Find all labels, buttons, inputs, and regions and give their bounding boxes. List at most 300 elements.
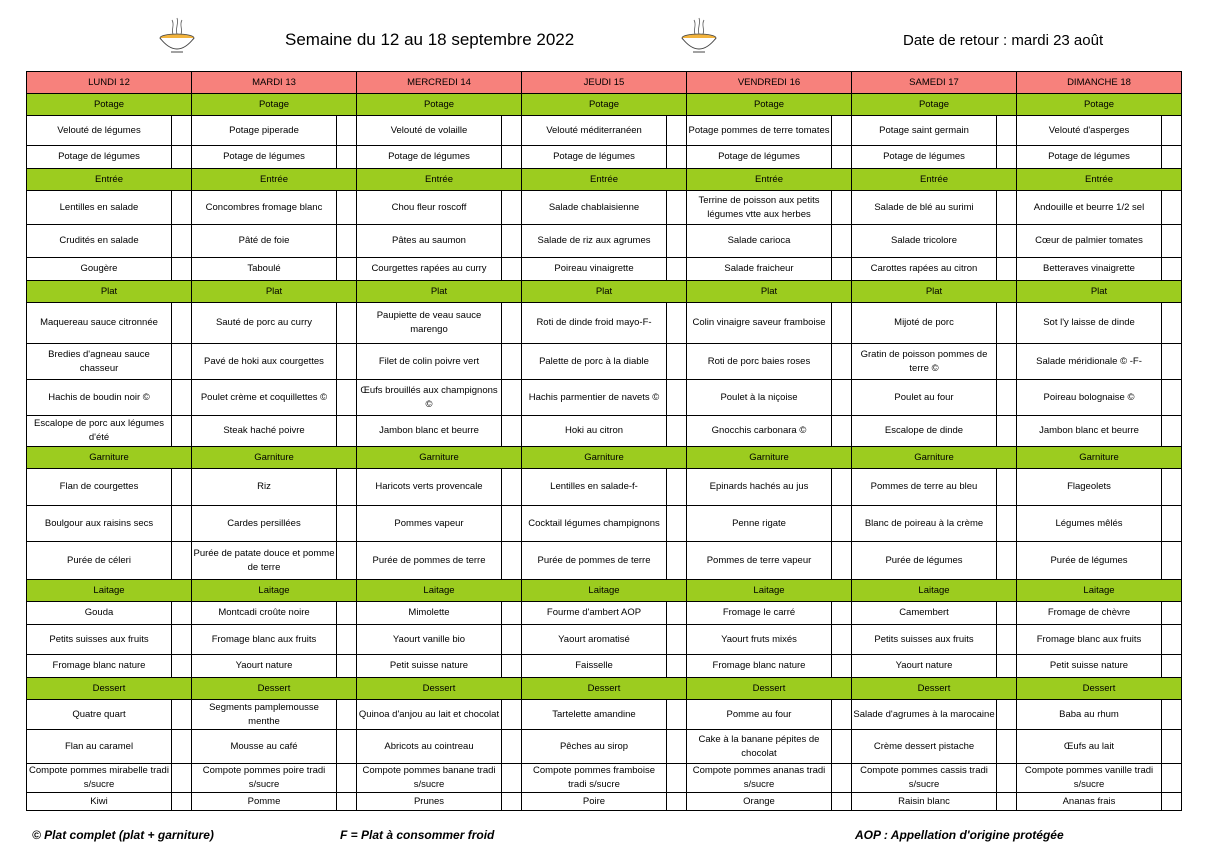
menu-item: Palette de porc à la diable: [522, 344, 667, 380]
menu-item: Flageolets: [1017, 469, 1162, 506]
menu-item: Jambon blanc et beurre: [1017, 416, 1162, 447]
checkbox-cell[interactable]: [832, 506, 852, 542]
menu-item: Carottes rapées au citron: [852, 258, 997, 281]
checkbox-cell[interactable]: [667, 380, 687, 416]
checkbox-cell[interactable]: [832, 225, 852, 258]
checkbox-cell[interactable]: [337, 469, 357, 506]
menu-table: [26, 71, 1182, 811]
menu-item: Chou fleur roscoff: [357, 191, 502, 225]
day-header: DIMANCHE 18: [1017, 72, 1182, 94]
checkbox-cell[interactable]: [997, 655, 1017, 678]
menu-item: Lentilles en salade: [27, 191, 172, 225]
menu-item: Terrine de poisson aux petits légumes vtte aux herbes: [687, 191, 832, 225]
checkbox-cell[interactable]: [997, 258, 1017, 281]
menu-item: Mijoté de porc: [852, 303, 997, 344]
checkbox-cell[interactable]: [502, 625, 522, 655]
section-header: Potage: [192, 94, 357, 116]
menu-item: Faisselle: [522, 655, 667, 678]
checkbox-cell[interactable]: [832, 146, 852, 169]
menu-item: Purée de patate douce et pomme de terre: [192, 542, 337, 580]
checkbox-cell[interactable]: [1162, 225, 1182, 258]
menu-item: Purée de pommes de terre: [357, 542, 502, 580]
checkbox-cell[interactable]: [172, 380, 192, 416]
menu-item: Petit suisse nature: [1017, 655, 1162, 678]
section-header: Dessert: [1017, 678, 1182, 700]
menu-item: Compote pommes ananas tradi s/sucre: [687, 764, 832, 793]
menu-item: Fromage blanc aux fruits: [192, 625, 337, 655]
menu-item: Flan de courgettes: [27, 469, 172, 506]
checkbox-cell[interactable]: [1162, 764, 1182, 793]
checkbox-cell[interactable]: [337, 416, 357, 447]
menu-item: Compote pommes vanille tradi s/sucre: [1017, 764, 1162, 793]
checkbox-cell[interactable]: [1162, 469, 1182, 506]
checkbox-cell[interactable]: [667, 602, 687, 625]
checkbox-cell[interactable]: [1162, 700, 1182, 730]
checkbox-cell[interactable]: [667, 191, 687, 225]
checkbox-cell[interactable]: [502, 764, 522, 793]
menu-item: Quinoa d'anjou au lait et chocolat: [357, 700, 502, 730]
checkbox-cell[interactable]: [667, 344, 687, 380]
section-header: Potage: [852, 94, 1017, 116]
checkbox-cell[interactable]: [502, 416, 522, 447]
checkbox-cell[interactable]: [667, 700, 687, 730]
menu-item: Potage saint germain: [852, 116, 997, 146]
checkbox-cell[interactable]: [1162, 380, 1182, 416]
menu-item: Mimolette: [357, 602, 502, 625]
checkbox-cell[interactable]: [667, 625, 687, 655]
checkbox-cell[interactable]: [832, 380, 852, 416]
menu-item: Compote pommes cassis tradi s/sucre: [852, 764, 997, 793]
menu-item: Pâté de foie: [192, 225, 337, 258]
menu-item: Petit suisse nature: [357, 655, 502, 678]
checkbox-cell[interactable]: [997, 146, 1017, 169]
section-header: Garniture: [27, 447, 192, 469]
legend-cold-dish: F = Plat à consommer froid: [340, 828, 495, 842]
menu-item: Fromage blanc nature: [27, 655, 172, 678]
menu-item: Roti de porc baies roses: [687, 344, 832, 380]
menu-item: Pêches au sirop: [522, 730, 667, 764]
menu-item: Poulet au four: [852, 380, 997, 416]
menu-item: Fromage blanc nature: [687, 655, 832, 678]
legend-complete-dish: © Plat complet (plat + garniture): [32, 828, 214, 842]
checkbox-cell[interactable]: [667, 416, 687, 447]
menu-item: Paupiette de veau sauce marengo: [357, 303, 502, 344]
section-header: Entrée: [357, 169, 522, 191]
section-header: Laitage: [687, 580, 852, 602]
checkbox-cell[interactable]: [337, 258, 357, 281]
checkbox-cell[interactable]: [337, 344, 357, 380]
menu-item: Camembert: [852, 602, 997, 625]
menu-item: Salade de blé au surimi: [852, 191, 997, 225]
menu-item: Cocktail légumes champignons: [522, 506, 667, 542]
checkbox-cell[interactable]: [502, 506, 522, 542]
menu-item: Taboulé: [192, 258, 337, 281]
checkbox-cell[interactable]: [337, 700, 357, 730]
section-header: Dessert: [27, 678, 192, 700]
section-header: Entrée: [192, 169, 357, 191]
section-header: Laitage: [357, 580, 522, 602]
checkbox-cell[interactable]: [1162, 303, 1182, 344]
menu-item: Courgettes rapées au curry: [357, 258, 502, 281]
menu-item: Potage pommes de terre tomates: [687, 116, 832, 146]
menu-item: Gougère: [27, 258, 172, 281]
menu-item: Flan au caramel: [27, 730, 172, 764]
menu-item: Bredies d'agneau sauce chasseur: [27, 344, 172, 380]
menu-item: Yaourt nature: [192, 655, 337, 678]
menu-item: Poire: [522, 793, 667, 811]
section-header: Potage: [27, 94, 192, 116]
checkbox-cell[interactable]: [832, 303, 852, 344]
menu-item: Crème dessert pistache: [852, 730, 997, 764]
checkbox-cell[interactable]: [172, 700, 192, 730]
section-header: Plat: [27, 281, 192, 303]
menu-item: Yaourt vanille bio: [357, 625, 502, 655]
menu-item: Petits suisses aux fruits: [852, 625, 997, 655]
section-header: Entrée: [27, 169, 192, 191]
menu-item: Velouté de volaille: [357, 116, 502, 146]
menu-item: Penne rigate: [687, 506, 832, 542]
menu-item: Cardes persillées: [192, 506, 337, 542]
section-header: Entrée: [522, 169, 687, 191]
checkbox-cell[interactable]: [337, 380, 357, 416]
checkbox-cell[interactable]: [1162, 655, 1182, 678]
section-header: Laitage: [192, 580, 357, 602]
section-header: Dessert: [522, 678, 687, 700]
menu-item: Filet de colin poivre vert: [357, 344, 502, 380]
checkbox-cell[interactable]: [832, 793, 852, 811]
checkbox-cell[interactable]: [337, 602, 357, 625]
checkbox-cell[interactable]: [172, 344, 192, 380]
checkbox-cell[interactable]: [337, 625, 357, 655]
section-header: Laitage: [522, 580, 687, 602]
menu-item: Potage de légumes: [522, 146, 667, 169]
menu-item: Sot l'y laisse de dinde: [1017, 303, 1162, 344]
checkbox-cell[interactable]: [337, 542, 357, 580]
checkbox-cell[interactable]: [997, 793, 1017, 811]
menu-item: Purée de céleri: [27, 542, 172, 580]
checkbox-cell[interactable]: [502, 303, 522, 344]
menu-item: Velouté d'asperges: [1017, 116, 1162, 146]
checkbox-cell[interactable]: [667, 506, 687, 542]
menu-item: Œufs au lait: [1017, 730, 1162, 764]
menu-item: Poireau vinaigrette: [522, 258, 667, 281]
menu-item: Purée de pommes de terre: [522, 542, 667, 580]
checkbox-cell[interactable]: [502, 542, 522, 580]
checkbox-cell[interactable]: [997, 506, 1017, 542]
menu-item: Yaourt aromatisé: [522, 625, 667, 655]
checkbox-cell[interactable]: [667, 793, 687, 811]
day-header: SAMEDI 17: [852, 72, 1017, 94]
menu-item: Potage piperade: [192, 116, 337, 146]
checkbox-cell[interactable]: [337, 655, 357, 678]
checkbox-cell[interactable]: [172, 602, 192, 625]
checkbox-cell[interactable]: [502, 225, 522, 258]
menu-item: Poulet crème et coquillettes ©: [192, 380, 337, 416]
menu-item: Fromage de chèvre: [1017, 602, 1162, 625]
menu-item: Salade carioca: [687, 225, 832, 258]
checkbox-cell[interactable]: [1162, 730, 1182, 764]
menu-item: Fromage blanc aux fruits: [1017, 625, 1162, 655]
menu-item: Compote pommes mirabelle tradi s/sucre: [27, 764, 172, 793]
checkbox-cell[interactable]: [997, 730, 1017, 764]
menu-item: Salade méridionale © -F-: [1017, 344, 1162, 380]
checkbox-cell[interactable]: [172, 764, 192, 793]
menu-item: Crudités en salade: [27, 225, 172, 258]
checkbox-cell[interactable]: [832, 258, 852, 281]
checkbox-cell[interactable]: [997, 225, 1017, 258]
menu-item: Salade de riz aux agrumes: [522, 225, 667, 258]
menu-item: Epinards hachés au jus: [687, 469, 832, 506]
checkbox-cell[interactable]: [832, 469, 852, 506]
section-header: Potage: [1017, 94, 1182, 116]
menu-item: Escalope de dinde: [852, 416, 997, 447]
menu-item: Hachis de boudin noir ©: [27, 380, 172, 416]
checkbox-cell[interactable]: [502, 116, 522, 146]
checkbox-cell[interactable]: [172, 793, 192, 811]
checkbox-cell[interactable]: [172, 655, 192, 678]
menu-item: Potage de légumes: [687, 146, 832, 169]
menu-item: Salade chablaisienne: [522, 191, 667, 225]
menu-item: Compote pommes banane tradi s/sucre: [357, 764, 502, 793]
section-header: Plat: [852, 281, 1017, 303]
checkbox-cell[interactable]: [667, 303, 687, 344]
menu-item: Escalope de porc aux légumes d'été: [27, 416, 172, 447]
checkbox-cell[interactable]: [502, 380, 522, 416]
section-header: Laitage: [852, 580, 1017, 602]
menu-item: Sauté de porc au curry: [192, 303, 337, 344]
checkbox-cell[interactable]: [667, 146, 687, 169]
checkbox-cell[interactable]: [337, 506, 357, 542]
checkbox-cell[interactable]: [502, 700, 522, 730]
section-header: Potage: [687, 94, 852, 116]
menu-item: Prunes: [357, 793, 502, 811]
checkbox-cell[interactable]: [502, 191, 522, 225]
checkbox-cell[interactable]: [502, 730, 522, 764]
menu-item: Velouté méditerranéen: [522, 116, 667, 146]
menu-item: Steak haché poivre: [192, 416, 337, 447]
checkbox-cell[interactable]: [502, 602, 522, 625]
checkbox-cell[interactable]: [997, 191, 1017, 225]
section-header: Plat: [192, 281, 357, 303]
section-header: Plat: [1017, 281, 1182, 303]
checkbox-cell[interactable]: [1162, 146, 1182, 169]
menu-item: Concombres fromage blanc: [192, 191, 337, 225]
checkbox-cell[interactable]: [997, 542, 1017, 580]
checkbox-cell[interactable]: [337, 191, 357, 225]
menu-item: Raisin blanc: [852, 793, 997, 811]
checkbox-cell[interactable]: [832, 730, 852, 764]
checkbox-cell[interactable]: [172, 258, 192, 281]
menu-item: Pavé de hoki aux courgettes: [192, 344, 337, 380]
menu-item: Baba au rhum: [1017, 700, 1162, 730]
menu-item: Fromage le carré: [687, 602, 832, 625]
checkbox-cell[interactable]: [832, 542, 852, 580]
checkbox-cell[interactable]: [667, 258, 687, 281]
checkbox-cell[interactable]: [1162, 542, 1182, 580]
menu-item: Pommes de terre au bleu: [852, 469, 997, 506]
menu-item: Pommes de terre vapeur: [687, 542, 832, 580]
section-header: Garniture: [852, 447, 1017, 469]
menu-item: Potage de légumes: [357, 146, 502, 169]
checkbox-cell[interactable]: [832, 191, 852, 225]
menu-item: Orange: [687, 793, 832, 811]
checkbox-cell[interactable]: [832, 764, 852, 793]
menu-item: Gratin de poisson pommes de terre ©: [852, 344, 997, 380]
menu-item: Hachis parmentier de navets ©: [522, 380, 667, 416]
checkbox-cell[interactable]: [667, 116, 687, 146]
checkbox-cell[interactable]: [832, 700, 852, 730]
checkbox-cell[interactable]: [337, 793, 357, 811]
checkbox-cell[interactable]: [832, 116, 852, 146]
checkbox-cell[interactable]: [832, 344, 852, 380]
checkbox-cell[interactable]: [502, 344, 522, 380]
checkbox-cell[interactable]: [502, 793, 522, 811]
menu-item: Purée de légumes: [852, 542, 997, 580]
checkbox-cell[interactable]: [172, 542, 192, 580]
checkbox-cell[interactable]: [832, 602, 852, 625]
menu-item: Tartelette amandine: [522, 700, 667, 730]
checkbox-cell[interactable]: [1162, 344, 1182, 380]
section-header: Garniture: [357, 447, 522, 469]
day-header: VENDREDI 16: [687, 72, 852, 94]
section-header: Dessert: [852, 678, 1017, 700]
checkbox-cell[interactable]: [1162, 191, 1182, 225]
checkbox-cell[interactable]: [172, 116, 192, 146]
checkbox-cell[interactable]: [667, 655, 687, 678]
checkbox-cell[interactable]: [337, 146, 357, 169]
checkbox-cell[interactable]: [997, 344, 1017, 380]
legend-aop: AOP : Appellation d'origine protégée: [855, 828, 1064, 842]
menu-item: Ananas frais: [1017, 793, 1162, 811]
menu-item: Cake à la banane pépites de chocolat: [687, 730, 832, 764]
checkbox-cell[interactable]: [337, 303, 357, 344]
checkbox-cell[interactable]: [172, 416, 192, 447]
menu-item: Cœur de palmier tomates: [1017, 225, 1162, 258]
section-header: Laitage: [27, 580, 192, 602]
menu-item: Jambon blanc et beurre: [357, 416, 502, 447]
checkbox-cell[interactable]: [172, 191, 192, 225]
checkbox-cell[interactable]: [337, 225, 357, 258]
checkbox-cell[interactable]: [337, 764, 357, 793]
section-header: Potage: [357, 94, 522, 116]
checkbox-cell[interactable]: [997, 602, 1017, 625]
checkbox-cell[interactable]: [997, 764, 1017, 793]
checkbox-cell[interactable]: [172, 146, 192, 169]
menu-item: Segments pamplemousse menthe: [192, 700, 337, 730]
checkbox-cell[interactable]: [832, 416, 852, 447]
checkbox-cell[interactable]: [172, 225, 192, 258]
menu-item: Riz: [192, 469, 337, 506]
checkbox-cell[interactable]: [1162, 793, 1182, 811]
checkbox-cell[interactable]: [1162, 416, 1182, 447]
menu-item: Pâtes au saumon: [357, 225, 502, 258]
day-header: MERCREDI 14: [357, 72, 522, 94]
checkbox-cell[interactable]: [502, 146, 522, 169]
menu-item: Hoki au citron: [522, 416, 667, 447]
menu-item: Compote pommes framboise tradi s/sucre: [522, 764, 667, 793]
checkbox-cell[interactable]: [1162, 116, 1182, 146]
checkbox-cell[interactable]: [337, 116, 357, 146]
menu-item: Blanc de poireau à la crème: [852, 506, 997, 542]
checkbox-cell[interactable]: [997, 116, 1017, 146]
checkbox-cell[interactable]: [667, 764, 687, 793]
checkbox-cell[interactable]: [997, 700, 1017, 730]
checkbox-cell[interactable]: [667, 469, 687, 506]
checkbox-cell[interactable]: [1162, 506, 1182, 542]
checkbox-cell[interactable]: [172, 469, 192, 506]
checkbox-cell[interactable]: [997, 416, 1017, 447]
menu-item: Salade d'agrumes à la marocaine: [852, 700, 997, 730]
checkbox-cell[interactable]: [502, 258, 522, 281]
menu-item: Potage de légumes: [1017, 146, 1162, 169]
menu-item: Kiwi: [27, 793, 172, 811]
checkbox-cell[interactable]: [502, 655, 522, 678]
checkbox-cell[interactable]: [997, 625, 1017, 655]
section-header: Potage: [522, 94, 687, 116]
checkbox-cell[interactable]: [172, 730, 192, 764]
section-header: Entrée: [852, 169, 1017, 191]
soup-bowl-icon: [678, 12, 720, 58]
day-header: MARDI 13: [192, 72, 357, 94]
menu-item: Compote pommes poire tradi s/sucre: [192, 764, 337, 793]
return-date: Date de retour : mardi 23 août: [903, 32, 1104, 49]
checkbox-cell[interactable]: [172, 303, 192, 344]
checkbox-cell[interactable]: [997, 380, 1017, 416]
menu-item: Colin vinaigre saveur framboise: [687, 303, 832, 344]
section-header: Garniture: [522, 447, 687, 469]
menu-item: Mousse au café: [192, 730, 337, 764]
menu-item: Andouille et beurre 1/2 sel: [1017, 191, 1162, 225]
section-header: Plat: [357, 281, 522, 303]
soup-bowl-icon: [156, 12, 198, 58]
menu-item: Gnocchis carbonara ©: [687, 416, 832, 447]
section-header: Laitage: [1017, 580, 1182, 602]
section-header: Dessert: [192, 678, 357, 700]
menu-item: Lentilles en salade-f-: [522, 469, 667, 506]
checkbox-cell[interactable]: [997, 303, 1017, 344]
checkbox-cell[interactable]: [832, 625, 852, 655]
checkbox-cell[interactable]: [832, 655, 852, 678]
menu-item: Haricots verts provencale: [357, 469, 502, 506]
day-header: LUNDI 12: [27, 72, 192, 94]
checkbox-cell[interactable]: [667, 225, 687, 258]
checkbox-cell[interactable]: [1162, 602, 1182, 625]
checkbox-cell[interactable]: [667, 730, 687, 764]
menu-item: Maquereau sauce citronnée: [27, 303, 172, 344]
menu-item: Abricots au cointreau: [357, 730, 502, 764]
menu-item: Pomme: [192, 793, 337, 811]
checkbox-cell[interactable]: [1162, 258, 1182, 281]
menu-item: Œufs brouillés aux champignons ©: [357, 380, 502, 416]
section-header: Entrée: [687, 169, 852, 191]
checkbox-cell[interactable]: [1162, 625, 1182, 655]
checkbox-cell[interactable]: [997, 469, 1017, 506]
checkbox-cell[interactable]: [667, 542, 687, 580]
menu-item: Quatre quart: [27, 700, 172, 730]
checkbox-cell[interactable]: [337, 730, 357, 764]
section-header: Dessert: [357, 678, 522, 700]
section-header: Garniture: [192, 447, 357, 469]
day-header: JEUDI 15: [522, 72, 687, 94]
menu-item: Purée de légumes: [1017, 542, 1162, 580]
menu-item: Potage de légumes: [27, 146, 172, 169]
checkbox-cell[interactable]: [172, 625, 192, 655]
menu-item: Pomme au four: [687, 700, 832, 730]
menu-item: Potage de légumes: [192, 146, 337, 169]
checkbox-cell[interactable]: [172, 506, 192, 542]
menu-item: Salade tricolore: [852, 225, 997, 258]
checkbox-cell[interactable]: [502, 469, 522, 506]
